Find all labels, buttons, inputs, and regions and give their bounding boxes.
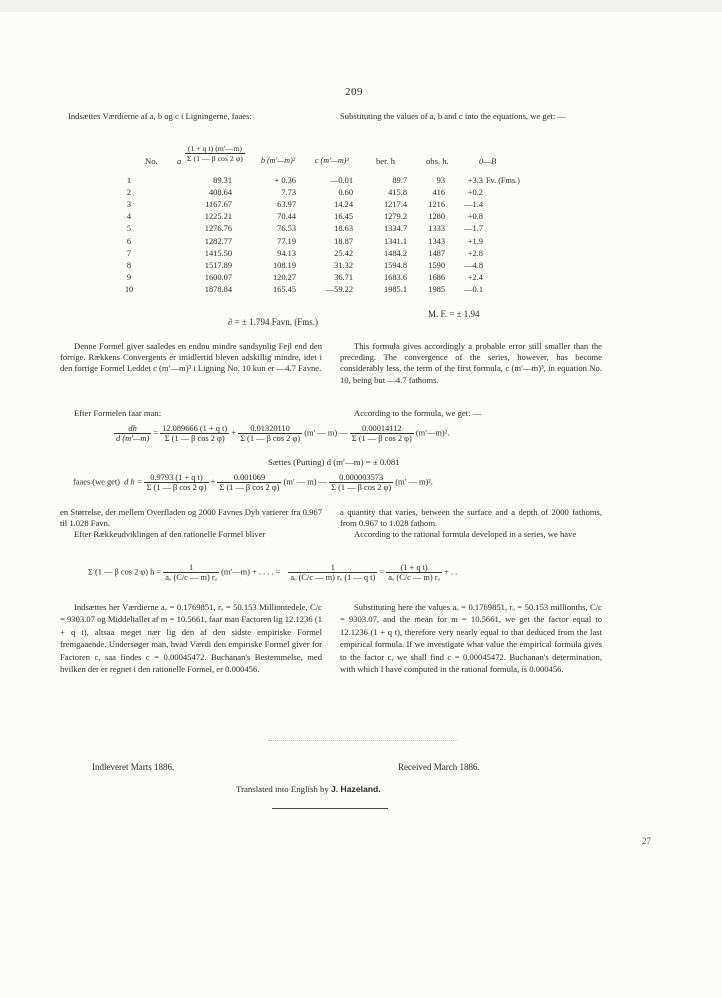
cell-b: 7.73	[281, 187, 296, 197]
cell-diff: +2.8	[467, 248, 483, 258]
eq2-t1-den: Σ (1 — β cos 2 φ)	[146, 483, 207, 492]
cell-obs: 1590	[428, 260, 445, 270]
cell-ber: 1683.6	[383, 273, 407, 283]
eq1-t1-num: 12.089666 (1 + q t)	[162, 424, 228, 433]
cell-obs: 1343	[428, 236, 445, 246]
cell-ber: 89.7	[392, 175, 407, 185]
para-right-2-text: a quantity that varies, between the surface and a depth of 2000 fathoms, from 0.967 to 1.028 fathom.	[340, 507, 602, 529]
efter-left: Efter Formelen faar man:	[74, 408, 162, 418]
cell-note	[483, 211, 533, 223]
cell-b: + 0.36	[274, 175, 296, 185]
cell-obs: 416	[432, 187, 445, 197]
eq3-t3-num: (1 + q t)	[386, 563, 442, 573]
cell-obs: 1487	[428, 248, 445, 258]
cell-no: 6	[126, 236, 132, 246]
cell-no: 1	[126, 175, 132, 185]
results-table	[108, 174, 533, 296]
eq3-t3-den: aₒ (C/c — m) rₒ	[388, 573, 440, 582]
para-right-4	[340, 601, 602, 675]
cell-a: 1878.84	[204, 285, 232, 295]
eq1-lhs-num: dh	[114, 424, 151, 434]
cell-note	[483, 223, 533, 235]
settes-line: Sættes (Putting) d (m′—m) = ± 0.081	[268, 457, 400, 467]
eq3-t1-num: 1	[163, 563, 219, 573]
eq1-t2-den: Σ (1 — β cos 2 φ)	[240, 434, 301, 443]
para-left-1-text: Denne Formel giver saaledes en endnu mindre sandsynlig Fejl end den forrige. Rækkens Convergents er imidlertid bleven adskillig mindre, idet i den forrige Formel Leddet c (m′—m)³ i Ligning No. 10 kun er —4.7 Favne.	[60, 341, 322, 374]
para-left-4	[60, 601, 322, 675]
separator-dotted	[268, 740, 458, 741]
table-row	[108, 235, 533, 247]
header-a	[185, 144, 245, 163]
cell-no: 9	[126, 273, 132, 283]
efter-right: According to the formula, we get: —	[354, 408, 482, 418]
table-row	[108, 259, 533, 271]
cell-c: 25.42	[334, 248, 353, 258]
cell-ber: 1279.2	[383, 212, 407, 222]
cell-a: 1517.89	[204, 260, 232, 270]
received: Received March 1886.	[398, 762, 480, 772]
cell-c: 14.24	[334, 199, 353, 209]
cell-c: 0.60	[338, 187, 353, 197]
eq3-t2-den: aₒ (C/c — m) rₒ (1 — q t)	[290, 573, 376, 582]
cell-no: 5	[126, 224, 132, 234]
translation-credit	[236, 784, 381, 795]
cell-b: 70.44	[277, 212, 296, 222]
cell-ber: 1484.2	[383, 248, 407, 258]
table-row	[108, 223, 533, 235]
cell-diff: +3.3	[467, 175, 483, 185]
para-left-2-text: en Størrelse, der mellem Overfladen og 2000 Favnes Dyb varierer fra 0.967 til 1.028 Favn.	[60, 507, 322, 529]
eq2-t3-num: 0.000003573	[329, 473, 393, 483]
cell-ber: 1334.7	[383, 224, 407, 234]
eq2-prefix: faaes (we get)	[73, 477, 120, 487]
cell-obs: 1216	[428, 199, 445, 209]
cell-c: —0.01	[329, 175, 353, 185]
para-left-1	[60, 341, 322, 375]
table-row	[108, 186, 533, 198]
eq2-t2-tail: (m′ — m) —	[283, 477, 328, 487]
mf-line: M. F. = ± 1.94	[428, 309, 480, 319]
cell-obs: 1985	[428, 285, 445, 295]
cell-no: 3	[126, 199, 132, 209]
cell-b: 120.27	[272, 273, 296, 283]
eq3-t3-tail: + . .	[444, 567, 458, 577]
header-a-num: (1 + q t) (m′—m)	[185, 144, 245, 154]
cell-note	[483, 247, 533, 259]
cell-b: 63.97	[277, 199, 296, 209]
eq2-lhs: d h =	[124, 477, 143, 487]
cell-no: 10	[124, 285, 134, 295]
para-left-3-text: Efter Rækkeudviklingen af den rationelle Formel bliver	[74, 529, 266, 540]
header-c: c (m′—m)³	[315, 156, 349, 165]
cell-diff: +0.2	[467, 187, 483, 197]
eq1-t3-tail: (m′—m)².	[415, 428, 450, 438]
cell-diff: —1.7	[464, 224, 483, 234]
cell-note	[483, 259, 533, 271]
cell-c: 18.87	[334, 236, 353, 246]
cell-b: 165.45	[272, 285, 296, 295]
para-right-2	[340, 507, 602, 541]
cell-note	[483, 198, 533, 210]
equation-3	[88, 563, 457, 582]
cell-note: Fv. (Fms.)	[486, 175, 520, 185]
table-row	[108, 211, 533, 223]
cell-c: 18.63	[334, 224, 353, 234]
intro-left: Indsættes Værdierne af a, b og c i Ligningerne, faaes:	[68, 111, 252, 121]
header-diff: 0—B	[479, 156, 497, 166]
cell-a: 89.31	[213, 175, 232, 185]
cell-a: 408.64	[208, 187, 232, 197]
eq2-t3-den: Σ (1 — β cos 2 φ)	[331, 483, 392, 492]
eq2-t3-tail: (m′ — m)².	[395, 477, 433, 487]
para-left-4-text: Indsættes her Værdierne aₒ = 0.1769851, rₒ = 50.153 Milliontedele, C/c = 9303.07 og Middeltallet af m = 10.5661, faar man Factoren lig 12.1236 (1 + q t), altsaa meget nær lig den af den sidste empiriske Formel fremgaaende. Undersøger man, hvad Værdi den empiriske Formel giver for Factoren c, saa findes c = 0.00045472. Buchanan's Bestemmelse, med hvilken der er regnet i den rationelle Formel, er 0.000456.	[60, 602, 322, 675]
para-right-1-text: This formula gives accordingly a probable error still smaller than the preceding. The convergence of the series, however, has become considerably less, the term of the first formula, c (m′—m)³, in equation No. 10, being but —4.7 fathoms.	[340, 341, 602, 385]
cell-c: —59.22	[325, 285, 353, 295]
cell-a: 1276.76	[204, 224, 232, 234]
eq1-t3-den: Σ (1 — β cos 2 φ)	[351, 434, 412, 443]
translator-name: J. Hazeland.	[330, 784, 381, 794]
eq1-lhs-den: d (m′—m)	[116, 434, 150, 443]
cell-a: 1415.50	[204, 248, 232, 258]
cell-b: 108.19	[272, 260, 296, 270]
cell-diff: —4.8	[464, 260, 483, 270]
eq3-t2-eq: =	[379, 567, 385, 577]
intro-right: Substituting the values of a, b and c into the equations, we get: —	[340, 111, 567, 121]
cell-obs: 93	[436, 175, 445, 185]
equation-1: $\frac{dh}{d (m'—m)}$ = $\frac{\text{12.089666 (1 + q t)}}{\text{Σ (1 — β cos 2 φ)}}$ + $\frac{0.01320110}{\text{Σ (1 — β cos 2 φ)}}$ (m′ — m) — $\frac{0.00014112}{\text{Σ (1 — β cos 2 φ)}}$ (m′—m)².	[116, 424, 450, 443]
cell-diff: +1.9	[467, 236, 483, 246]
cell-a: 1600.07	[204, 273, 232, 283]
header-a-prefix: a	[177, 156, 182, 166]
para-right-3-text: According to the rational formula developed in a series, we have	[354, 529, 577, 540]
cell-no: 4	[126, 212, 132, 222]
para-right-4-text: Substituting here the values aₒ = 0.1769851, rₒ = 50.153 millionths, C/c = 9303.07, and the mean for m = 10.5661, we get the factor equal to 12.1236 (1 + q t), therefore very nearly equal to that deduced from the last empirical formula. If we investigate what value the empirical formula gives to the factor c, we shall find c = 0.00045472. Buchanan's determination, with which I have computed in the rational formula, is 0.000456.	[340, 602, 602, 675]
indleveret: Indleveret Marts 1886.	[92, 762, 175, 772]
delta-line: ∂ = ± 1.794 Favn. (Fms.)	[228, 317, 318, 327]
cell-b: 94.13	[277, 248, 296, 258]
cell-ber: 415.8	[388, 187, 407, 197]
closing-rule	[272, 808, 388, 809]
eq3-t2-num: 1	[288, 563, 377, 573]
cell-diff: +0.8	[467, 212, 483, 222]
cell-note	[483, 284, 533, 296]
cell-b: 76.53	[277, 224, 296, 234]
table-row	[108, 174, 533, 186]
table-row	[108, 198, 533, 210]
eq2-t1-num: 0.9793 (1 + q t)	[144, 473, 208, 483]
cell-ber: 1217.4	[383, 199, 407, 209]
cell-a: 1282.77	[204, 236, 232, 246]
cell-ber: 1985.1	[383, 285, 407, 295]
eq3-t1-den: aₒ (C/c — m) rₒ	[165, 573, 218, 582]
cell-b: 77.19	[277, 236, 296, 246]
cell-obs: 1280	[428, 212, 445, 222]
table-row	[108, 247, 533, 259]
page-edge	[0, 0, 722, 12]
cell-c: 36.71	[334, 273, 353, 283]
equation-2: faaes (we get) d h = $\frac{\text{0.9793 (1 + q t)}}{\text{Σ (1 — β cos 2 φ)}}$ + $\frac{0.001069}{\text{Σ (1 — β cos 2 φ)}}$ (m′ — m) — $\frac{0.000003573}{\text{Σ (1 — β cos 2 φ)}}$ (m′ — m)².	[73, 473, 433, 492]
eq1-t2-tail: (m′ — m) —	[304, 428, 348, 438]
cell-ber: 1594.8	[383, 260, 407, 270]
translated-prefix: Translated into English by	[236, 784, 329, 794]
cell-c: 16.45	[334, 212, 353, 222]
cell-a: 1167.67	[205, 199, 232, 209]
cell-a: 1225.21	[204, 212, 232, 222]
header-b: b (m′—m)²	[261, 156, 296, 165]
cell-diff: —1.4	[464, 199, 483, 209]
eq1-t1-den: Σ (1 — β cos 2 φ)	[164, 434, 225, 443]
table-row	[108, 272, 533, 284]
page-number: 209	[345, 86, 363, 98]
eq3-t1-tail: (m′—m) + . . . . =	[221, 567, 281, 577]
header-no: No.	[145, 156, 158, 166]
cell-ber: 1341.1	[383, 236, 407, 246]
header-ber: ber. h	[376, 156, 396, 166]
eq1-t2-num: 0.01320110	[238, 424, 302, 434]
cell-diff: —0.1	[464, 285, 483, 295]
cell-no: 8	[126, 260, 132, 270]
header-a-den: Σ (1 — β cos 2 φ)	[187, 154, 243, 163]
eq1-t3-num: 0.00014112	[350, 424, 414, 434]
cell-no: 7	[126, 248, 132, 258]
cell-note	[483, 186, 533, 198]
cell-obs: 1686	[428, 273, 445, 283]
cell-note	[483, 235, 533, 247]
eq3-lhs: Σ (1 — β cos 2 φ) h =	[88, 567, 162, 577]
cell-c: 31.32	[334, 260, 353, 270]
cell-note	[483, 272, 533, 284]
cell-diff: +2.4	[467, 273, 483, 283]
sheet-number: 27	[642, 836, 651, 846]
eq2-t2-num: 0.001069	[217, 473, 281, 483]
para-right-1	[340, 341, 602, 386]
para-left-2	[60, 507, 322, 541]
eq2-t2-den: Σ (1 — β cos 2 φ)	[219, 483, 280, 492]
cell-no: 2	[126, 187, 132, 197]
header-obs: obs. h.	[426, 156, 449, 166]
table-row	[108, 284, 533, 296]
cell-obs: 1333	[428, 224, 445, 234]
